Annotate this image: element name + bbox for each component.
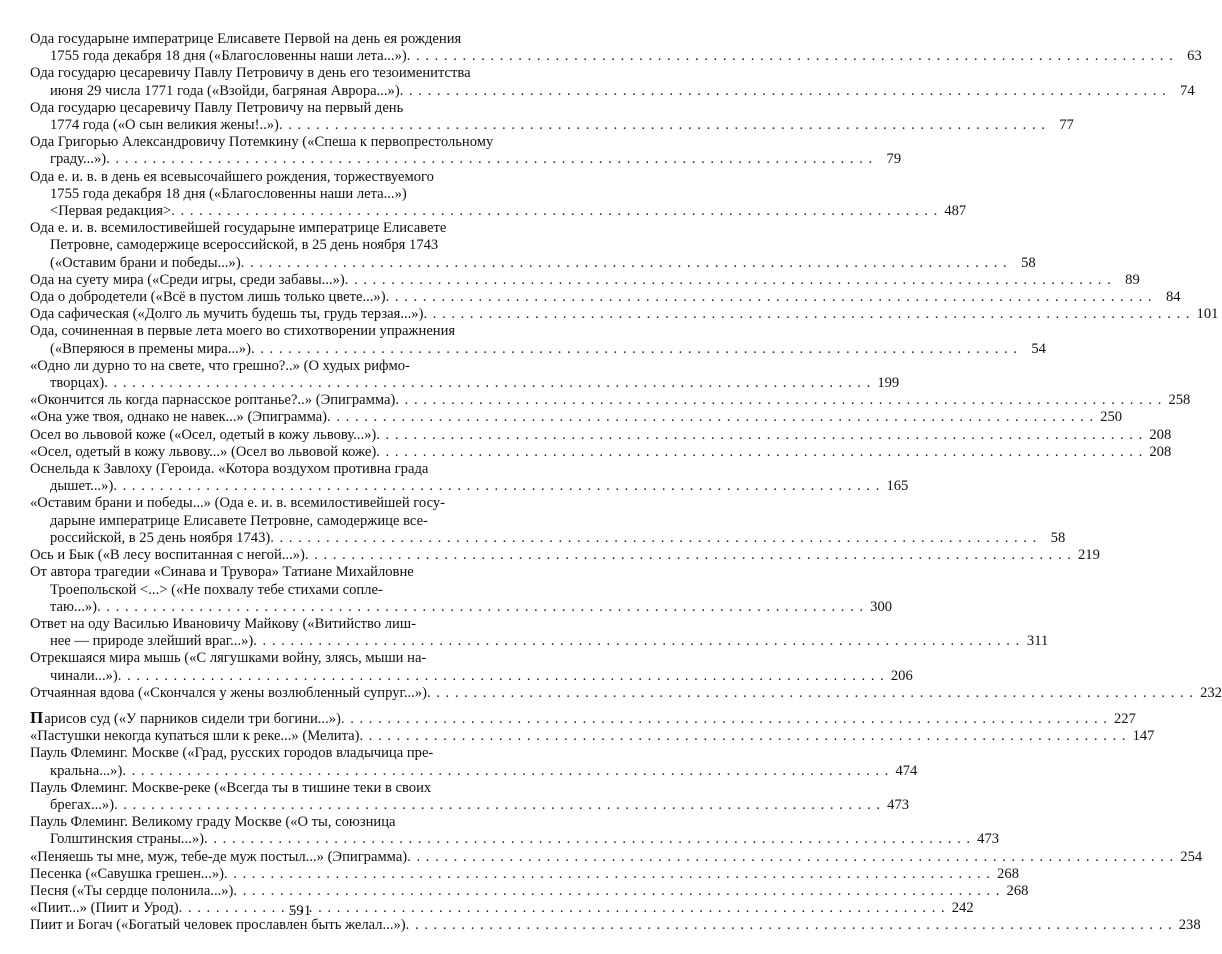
entry-page-number: 487 <box>944 203 967 220</box>
entry-text: российской, в 25 день ноября 1743) <box>50 529 271 546</box>
entry-page-number: 206 <box>890 667 913 684</box>
entry-line <box>30 848 1203 866</box>
entry-text: таю...») <box>50 598 98 615</box>
entry-text: Ода е. и. в. всемилостивейшей государыне императрице Елисавете <box>30 220 447 237</box>
dot-leader <box>122 763 889 780</box>
entry-line <box>30 100 572 117</box>
entry-line <box>30 707 1136 728</box>
index-entry <box>30 168 967 221</box>
entry-page-number: 58 <box>1021 254 1036 271</box>
dot-leader <box>395 392 1162 409</box>
entry-text: «Пиит...» (Пиит и Урод) <box>30 900 179 917</box>
index-entry <box>30 443 1172 461</box>
entry-line <box>30 882 1029 900</box>
entry-page-number: 101 <box>1196 306 1219 323</box>
entry-text: «Окончится ль когда парнасское роптанье?..» (Эпиграмма) <box>30 392 396 409</box>
entry-page-number: 473 <box>977 831 1000 848</box>
dot-leader <box>106 151 873 168</box>
entry-text: Ода Григорью Александровичу Потемкину («Спеша к первопрестольному <box>30 134 494 151</box>
entry-text: Ода государю цесаревичу Павлу Петровичу на первый день <box>30 99 404 116</box>
index-entry <box>30 745 918 779</box>
index-entry <box>30 99 1074 134</box>
entry-line <box>30 443 1172 461</box>
index-entry <box>30 495 1066 547</box>
entry-page-number: 74 <box>1180 82 1195 99</box>
dot-leader <box>345 272 1112 289</box>
entry-text: Троепольской <...> («Не похвалу тебе стихами сопле- <box>50 581 383 598</box>
entry-line <box>30 48 1202 65</box>
entry-text: Осел во львовой коже («Осел, одетый в кожу львову...») <box>30 426 377 443</box>
entry-line <box>30 134 572 151</box>
section-letter: П <box>30 707 44 727</box>
entry-page-number: 165 <box>886 478 909 495</box>
entry-text: «Осел, одетый в кожу львову...» (Осел во львовой коже) <box>30 443 377 460</box>
dot-leader <box>241 255 1008 272</box>
entry-text: Ода на суету мира («Среди игры, среди забавы...») <box>30 271 345 288</box>
entry-line <box>30 254 1036 272</box>
entry-page-number: 79 <box>886 151 902 168</box>
index-entry <box>30 547 1100 564</box>
entry-text: («Вперяюся в премены мира...») <box>50 340 251 357</box>
index-entry <box>30 650 913 684</box>
dot-leader <box>253 633 1020 650</box>
entry-line <box>30 564 572 581</box>
index-entry <box>30 306 1219 323</box>
index-entry <box>30 684 1222 702</box>
entry-text: Ода государю цесаревичу Павлу Петровичу в день его тезоименитства <box>30 65 471 82</box>
dot-leader <box>341 711 1108 728</box>
entry-line <box>30 633 1049 650</box>
entry-line <box>30 762 918 780</box>
dot-leader <box>270 530 1037 547</box>
entry-page-number: 63 <box>1187 48 1202 65</box>
entry-line <box>30 831 1000 848</box>
entry-line <box>30 495 572 512</box>
entry-text: Пауль Флеминг. Москве («Град, русских городов владычица пре- <box>30 745 434 762</box>
entry-line <box>30 513 572 530</box>
entry-text: брегах...») <box>50 796 115 813</box>
index-entry <box>30 323 1046 357</box>
dot-leader <box>359 728 1126 745</box>
entry-page-number: 147 <box>1132 728 1155 745</box>
entry-text: Ось и Бык («В лесу воспитанная с негой...») <box>30 547 305 564</box>
dot-leader <box>97 599 864 616</box>
entry-line <box>30 306 1219 323</box>
dot-leader <box>327 409 1094 426</box>
entry-text: 1755 года декабря 18 дня («Благословенны наши лета...») <box>50 48 407 65</box>
entry-page-number: 258 <box>1168 392 1191 409</box>
entry-text: творцах) <box>50 375 105 392</box>
index-entry <box>30 65 1195 99</box>
entry-text: Песенка («Савушка грешен...») <box>30 865 224 882</box>
index-entry <box>30 779 910 814</box>
dot-leader <box>376 427 1143 444</box>
entry-text: дышет...») <box>50 478 114 495</box>
entry-text: нее — природе злейший враг...») <box>50 633 254 650</box>
entry-text: июня 29 числа 1771 года («Взойди, багряная Аврора...») <box>50 82 400 99</box>
entry-line <box>30 728 1155 745</box>
entry-text: Пауль Флеминг. Великому граду Москве («О ты, союзница <box>30 814 396 831</box>
index-entry <box>30 814 1000 848</box>
entry-text: Ода, сочиненная в первые лета моего во стихотворении упражнения <box>30 323 456 340</box>
entry-text: Ода о добродетели («Всё в пустом лишь только цвете...») <box>30 289 386 306</box>
entry-line <box>30 796 910 814</box>
entry-text: «Одно ли дурно то на свете, что грешно?..» (О худых рифмо- <box>30 357 410 374</box>
entry-page-number: 89 <box>1125 271 1140 288</box>
entry-line <box>30 582 572 599</box>
entry-line <box>30 358 572 375</box>
index-entry <box>30 31 1202 65</box>
entry-line <box>30 667 913 685</box>
index-entry <box>30 392 1191 409</box>
dot-leader <box>224 866 991 883</box>
dot-leader <box>204 831 971 848</box>
entry-page-number: 250 <box>1100 409 1123 426</box>
entry-page-number: 208 <box>1149 443 1172 460</box>
entry-text: Оснельда к Завлоху (Героида. «Котора воздухом противна града <box>30 461 429 478</box>
dot-leader <box>376 444 1143 461</box>
entry-line <box>30 814 572 831</box>
entry-line <box>30 745 572 762</box>
entry-page-number: 84 <box>1165 289 1181 306</box>
entry-text: Отчаянная вдова («Скончался у жены возлюбленный супруг...») <box>30 684 427 701</box>
entry-page-number: 242 <box>951 900 974 917</box>
entry-line <box>30 598 893 616</box>
entry-text: Ода е. и. в. в день ея всевысочайшего рождения, торжествуемого <box>30 168 434 185</box>
entry-line <box>30 220 572 237</box>
entry-line <box>30 375 900 392</box>
index-entry <box>30 865 1019 883</box>
dot-leader <box>407 48 1174 65</box>
index-entry <box>30 615 1049 650</box>
entry-line <box>30 237 572 254</box>
entry-text: чинали...») <box>50 667 118 684</box>
index-entry <box>30 220 1036 272</box>
entry-page-number: 227 <box>1114 710 1136 727</box>
dot-leader <box>423 306 1190 323</box>
entry-page-number: 268 <box>997 865 1019 882</box>
entry-page-number: 238 <box>1178 917 1201 934</box>
dot-leader <box>400 83 1167 100</box>
index-entry <box>30 564 893 616</box>
dot-leader <box>386 289 1153 306</box>
entry-line <box>30 82 1195 100</box>
index-entry <box>30 707 1136 728</box>
entry-text: Отрекшаяся мира мышь («С лягушками войну, злясь, мыши на- <box>30 650 427 667</box>
index-entry <box>30 357 900 392</box>
entry-text: арисов суд («У парников сидели три богини...») <box>44 710 341 727</box>
entry-page-number: 208 <box>1149 426 1172 443</box>
index-entry <box>30 848 1203 866</box>
index-entry <box>30 461 909 495</box>
entry-page-number: 77 <box>1059 117 1074 134</box>
entry-page-number: 54 <box>1031 340 1046 357</box>
entry-page-number: 58 <box>1050 529 1066 546</box>
dot-leader <box>427 685 1194 702</box>
entry-line <box>30 616 572 633</box>
entry-text: («Оставим брани и победы...») <box>50 254 241 271</box>
entry-text: 1774 года («О сын великия жены!..») <box>50 117 279 134</box>
entry-line <box>30 65 572 82</box>
entry-line <box>30 340 1046 358</box>
dot-leader <box>233 883 1000 900</box>
entry-text: Петровне, самодержице всероссийской, в 25 день ноября 1743 <box>50 237 439 254</box>
index-entry <box>30 882 1029 900</box>
entry-line <box>30 529 1066 547</box>
entry-text: Ода государыне императрице Елисавете Первой на день ея рождения <box>30 31 462 47</box>
entry-text: 1755 года декабря 18 дня («Благословенны наши лета...») <box>50 185 407 202</box>
dot-leader <box>305 547 1072 564</box>
entry-page-number: 474 <box>895 762 918 779</box>
entry-page-number: 232 <box>1200 684 1222 701</box>
index-entry <box>30 409 1123 426</box>
entry-text: Пауль Флеминг. Москве-реке («Всегда ты в тишине теки в своих <box>30 779 432 796</box>
entry-page-number: 219 <box>1078 547 1100 564</box>
entry-line <box>30 186 572 203</box>
entry-page-number: 473 <box>887 796 910 813</box>
entry-text: «Пастушки некогда купаться шли к реке...» (Мелита) <box>30 728 360 745</box>
entry-page-number: 254 <box>1180 848 1203 865</box>
dot-leader <box>104 375 871 392</box>
entry-line <box>30 409 1123 426</box>
entry-page-number: 199 <box>877 375 900 392</box>
entry-page-number: 300 <box>870 598 893 615</box>
index-entry <box>30 426 1172 444</box>
entry-text: Ода сафическая («Долго ль мучить будешь ты, грудь терзая...») <box>30 306 424 323</box>
dot-leader <box>407 849 1174 866</box>
entry-text: <Первая редакция> <box>50 203 172 220</box>
entry-line <box>30 31 572 48</box>
entry-text: «Оставим брани и победы...» (Ода е. и. в. всемилостивейшей госу- <box>30 495 446 512</box>
index-page <box>30 31 1222 935</box>
entry-page-number: 311 <box>1026 633 1049 650</box>
index-entry <box>30 289 1181 306</box>
entry-text: Ответ на оду Василью Ивановичу Майкову («Витийство лиш- <box>30 615 416 632</box>
entry-line <box>30 478 909 495</box>
entry-line <box>30 117 1074 134</box>
entry-line <box>30 271 1140 289</box>
entry-line <box>30 151 902 168</box>
entry-line <box>30 650 572 667</box>
entry-line <box>30 323 572 340</box>
entry-text: «Пеняешь ты мне, муж, тебе-де муж постыл...» (Эпиграмма) <box>30 848 408 865</box>
entry-text: От автора трагедии «Синава и Трувора» Татиане Михайловне <box>30 564 414 581</box>
entry-text: Голштинския страны...») <box>50 831 205 848</box>
entry-page-number: 268 <box>1006 882 1029 899</box>
dot-leader <box>118 668 885 685</box>
entry-line <box>30 426 1172 444</box>
page-number: 591 <box>288 903 312 919</box>
entry-line <box>30 865 1019 883</box>
entry-text: граду...») <box>50 151 107 168</box>
entry-line <box>30 461 572 478</box>
index-entry <box>30 271 1140 289</box>
entry-text: Пиит и Богач («Богатый человек прославлен быть желал...») <box>30 917 406 934</box>
dot-leader <box>279 117 1046 134</box>
entry-text: дарыне императрице Елисавете Петровне, самодержице все- <box>50 512 428 529</box>
entry-line <box>30 392 1191 409</box>
entry-line <box>30 684 1222 702</box>
dot-leader <box>171 203 938 220</box>
entry-text: Песня («Ты сердце полонила...») <box>30 882 234 899</box>
entry-line <box>30 203 967 220</box>
entry-line <box>30 780 572 797</box>
entry-line <box>30 289 1181 306</box>
dot-leader <box>114 797 881 814</box>
dot-leader <box>251 341 1018 358</box>
dot-leader <box>113 478 880 495</box>
index-entry <box>30 728 1155 745</box>
entry-text: кральна...») <box>50 762 123 779</box>
entry-text: «Она уже твоя, однако не навек...» (Эпиграмма) <box>30 409 328 426</box>
entry-line <box>30 169 572 186</box>
index-entry <box>30 134 902 168</box>
entry-line <box>30 547 1100 564</box>
